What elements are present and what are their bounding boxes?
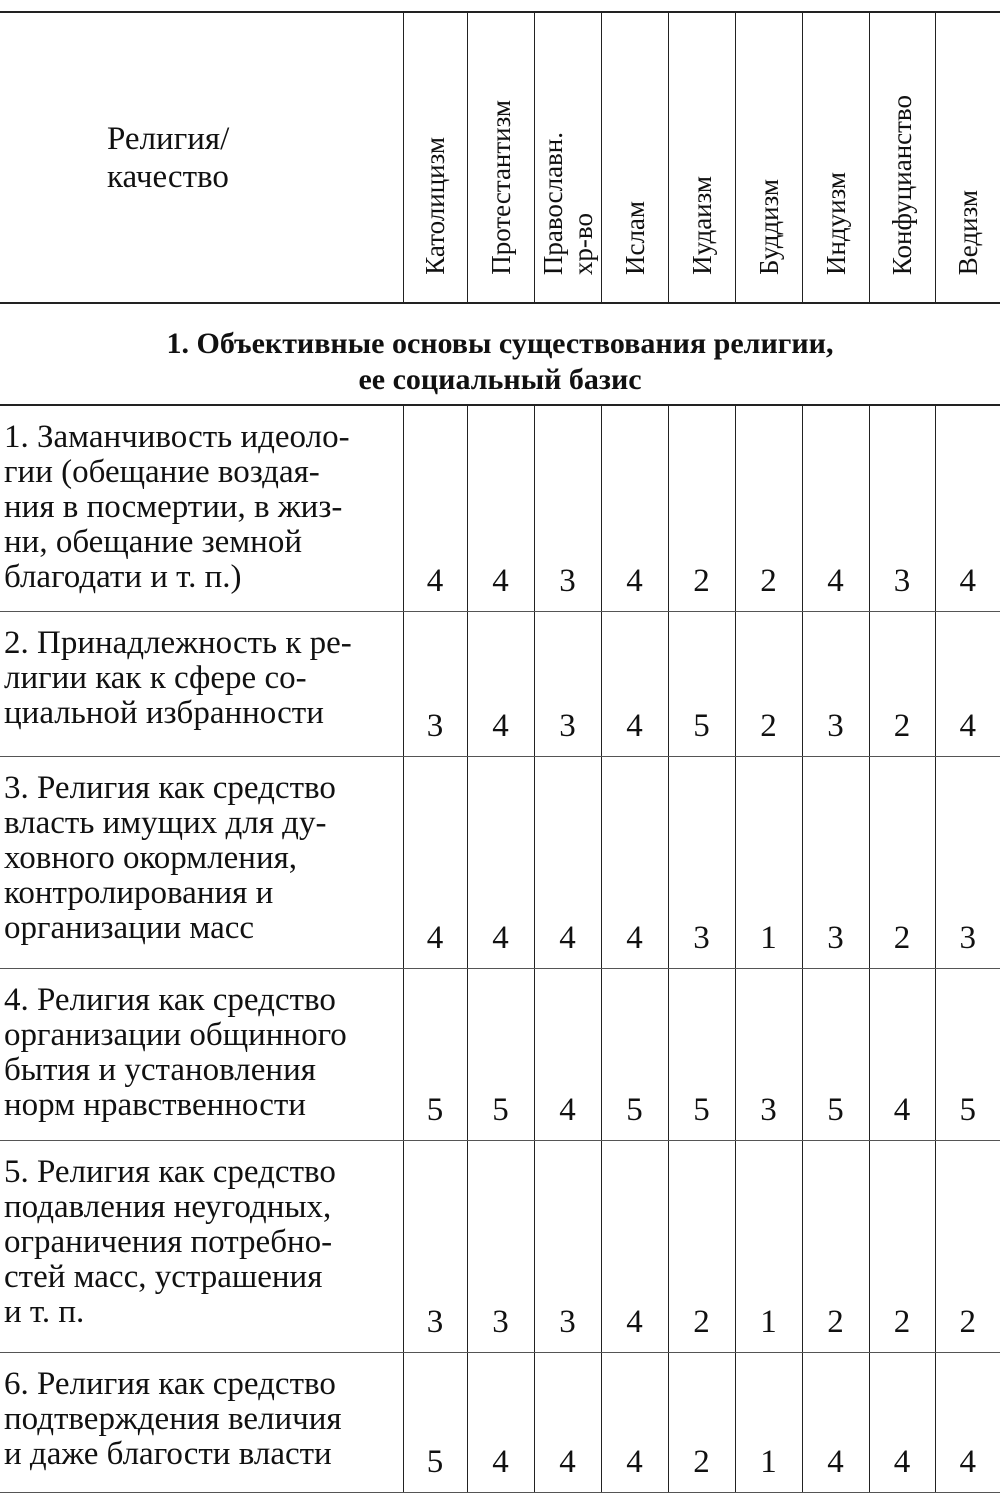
column-header-orthodoxy (534, 12, 601, 303)
table-row (0, 611, 1000, 756)
score-cell: 4 (601, 405, 668, 611)
score-cell: 3 (467, 1140, 534, 1352)
table-row (0, 405, 1000, 611)
score-cell: 4 (601, 611, 668, 756)
header-row (0, 12, 1000, 303)
score-cell: 2 (802, 1140, 869, 1352)
score-cell: 4 (802, 1352, 869, 1492)
column-header-label: Православн. хр-во (537, 131, 598, 275)
score-cell: 5 (403, 968, 467, 1140)
corner-header: Религия/ качество (0, 12, 403, 303)
row-label: 6. Религия как средство подтверждения величия и даже благости власти (0, 1352, 403, 1492)
table-row (0, 968, 1000, 1140)
section-row (0, 303, 1000, 405)
score-cell: 2 (869, 1140, 935, 1352)
score-cell: 3 (935, 756, 1000, 968)
score-cell: 5 (601, 968, 668, 1140)
table-row (0, 756, 1000, 968)
score-cell: 3 (869, 405, 935, 611)
score-cell: 4 (467, 405, 534, 611)
table-row (0, 1140, 1000, 1352)
score-cell: 3 (668, 756, 735, 968)
column-header-label: Иудаизм (686, 176, 717, 275)
score-cell: 5 (668, 968, 735, 1140)
score-cell: 5 (935, 968, 1000, 1140)
score-cell: 4 (802, 405, 869, 611)
column-header-judaism (668, 12, 735, 303)
column-header-vedism (935, 12, 1000, 303)
score-cell: 3 (735, 968, 802, 1140)
column-header-label: Протестантизм (485, 100, 516, 275)
score-cell: 5 (403, 1352, 467, 1492)
score-cell: 3 (534, 1140, 601, 1352)
score-cell: 2 (668, 1352, 735, 1492)
score-cell: 1 (735, 1140, 802, 1352)
score-cell: 4 (935, 405, 1000, 611)
column-header-hinduism (802, 12, 869, 303)
score-cell: 4 (935, 1352, 1000, 1492)
column-header-label: Ислам (619, 200, 650, 275)
score-cell: 2 (668, 1140, 735, 1352)
score-cell: 4 (403, 405, 467, 611)
score-cell: 2 (735, 405, 802, 611)
row-label: 4. Религия как средство организации общинного бытия и установления норм нравственности (0, 968, 403, 1140)
score-cell: 3 (534, 405, 601, 611)
score-cell: 4 (869, 1352, 935, 1492)
score-cell: 4 (869, 968, 935, 1140)
score-cell: 4 (601, 1140, 668, 1352)
score-cell: 2 (935, 1140, 1000, 1352)
score-cell: 2 (869, 611, 935, 756)
column-header-label: Индуизм (820, 171, 851, 275)
score-cell: 3 (534, 611, 601, 756)
score-cell: 3 (802, 756, 869, 968)
score-cell: 3 (802, 611, 869, 756)
score-cell: 5 (467, 968, 534, 1140)
score-cell: 1 (735, 756, 802, 968)
score-cell: 3 (403, 611, 467, 756)
score-cell: 4 (534, 756, 601, 968)
row-label: 5. Религия как средство подавления неугодных, ограничения потребно- стей масс, устрашения и т. п. (0, 1140, 403, 1352)
table-row (0, 1352, 1000, 1492)
score-cell: 4 (467, 756, 534, 968)
score-cell: 4 (534, 968, 601, 1140)
score-cell: 4 (467, 1352, 534, 1492)
religion-quality-table (0, 11, 1000, 1493)
score-cell: 4 (601, 1352, 668, 1492)
column-header-label: Католицизм (420, 137, 450, 275)
column-header-protestantism (467, 12, 534, 303)
score-cell: 1 (735, 1352, 802, 1492)
score-cell: 5 (802, 968, 869, 1140)
score-cell: 4 (403, 756, 467, 968)
row-label: 2. Принадлежность к ре- лигии как к сфере со- циальной избранности (0, 611, 403, 756)
column-header-islam (601, 12, 668, 303)
score-cell: 4 (601, 756, 668, 968)
column-header-label: Буддизм (753, 179, 784, 275)
row-label: 3. Религия как средство власть имущих для ду- ховного окормления, контролирования и организации масс (0, 756, 403, 968)
column-header-catholicism (403, 12, 467, 303)
score-cell: 4 (534, 1352, 601, 1492)
row-label: 1. Заманчивость идеоло- гии (обещание воздая- ния в посмертии, в жиз- ни, обещание земной благодати и т. п.) (0, 405, 403, 611)
section-title: 1. Объективные основы существования религии, ее социальный базис (0, 303, 1000, 405)
column-header-label: Конфуцианство (887, 94, 917, 275)
score-cell: 4 (467, 611, 534, 756)
score-cell: 4 (935, 611, 1000, 756)
score-cell: 2 (735, 611, 802, 756)
column-header-confucianism (869, 12, 935, 303)
column-header-buddhism (735, 12, 802, 303)
column-header-label: Ведизм (952, 189, 983, 275)
score-cell: 3 (403, 1140, 467, 1352)
score-cell: 2 (668, 405, 735, 611)
score-cell: 2 (869, 756, 935, 968)
score-cell: 5 (668, 611, 735, 756)
